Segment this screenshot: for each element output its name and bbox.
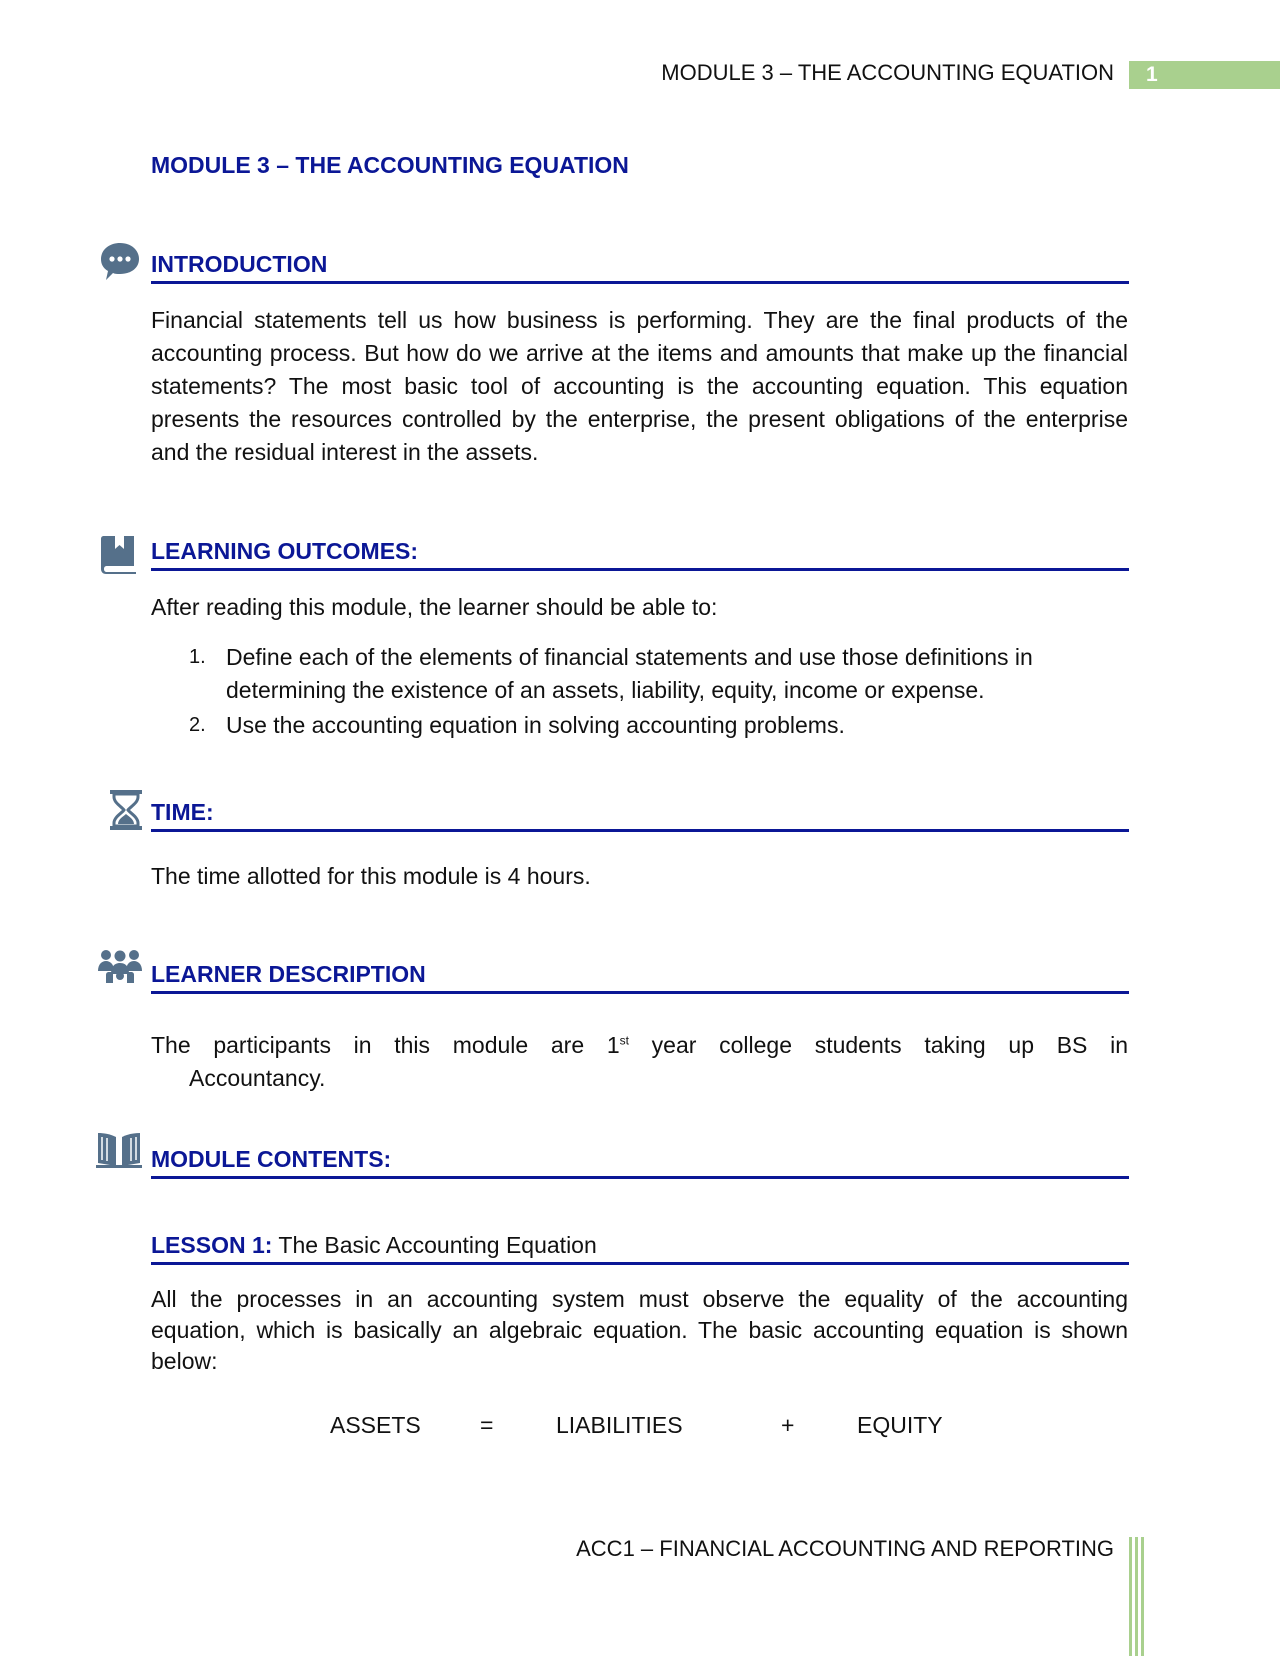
lesson-label: LESSON 1:: [151, 1232, 273, 1258]
page-number-badge: 1: [1129, 61, 1280, 89]
learner-description-text-line2: Accountancy.: [189, 1065, 326, 1091]
lesson-text: All the processes in an accounting system must observe the equality of the accounting equation, which is basically an algebraic equation. The basic accounting equation is shown below:: [151, 1286, 1128, 1374]
book-bookmark-icon: [98, 531, 144, 577]
learning-outcomes-heading: LEARNING OUTCOMES:: [151, 536, 1129, 571]
equation-plus-sign: +: [781, 1412, 795, 1438]
introduction-heading: INTRODUCTION: [151, 249, 1129, 284]
speech-bubble-icon: [98, 240, 144, 286]
learner-description-text-before: The participants in this module are 1: [151, 1032, 620, 1058]
learning-outcomes-intro: After reading this module, the learner should be able to:: [151, 594, 718, 620]
hourglass-icon: [108, 789, 154, 835]
equation-equity: EQUITY: [857, 1412, 943, 1438]
learning-outcomes-list: [151, 641, 1128, 744]
lesson-heading: [151, 1230, 1129, 1265]
equation-liabilities: LIABILITIES: [556, 1412, 683, 1438]
lesson-title: The Basic Accounting Equation: [272, 1232, 597, 1258]
footer-accent-bar: [1129, 1537, 1132, 1656]
equation-equals-sign: =: [480, 1412, 494, 1438]
equation-assets: ASSETS: [330, 1412, 421, 1438]
list-item-text: Use the accounting equation in solving accounting problems.: [226, 712, 845, 738]
list-item-text: Define each of the elements of financial statements and use those definitions in determining the existence of an assets, liability, equity, income or expense.: [226, 644, 1033, 703]
time-text: The time allotted for this module is 4 hours.: [151, 863, 591, 889]
ordinal-superscript: st: [619, 1033, 629, 1048]
module-title: MODULE 3 – THE ACCOUNTING EQUATION: [151, 152, 629, 178]
open-book-icon: [96, 1129, 144, 1175]
time-heading: TIME:: [151, 797, 1129, 832]
group-of-people-icon: [96, 947, 146, 993]
page-footer-title: ACC1 – FINANCIAL ACCOUNTING AND REPORTING: [576, 1536, 1114, 1561]
list-item: [151, 641, 1128, 707]
page-header-title: MODULE 3 – THE ACCOUNTING EQUATION: [661, 60, 1114, 85]
list-item-number: 2.: [189, 714, 206, 736]
learner-description-heading: LEARNER DESCRIPTION: [151, 959, 1129, 994]
learner-description-text-after: year college students taking up BS in: [628, 1032, 1128, 1058]
introduction-text: Financial statements tell us how business is performing. They are the final products of the accounting process. But how do we arrive at the items and amounts that make up the financial statements? The most basic tool of accounting is the accounting equation. This equation presents the resources controlled by the enterprise, the present obligations of the enterprise and the residual interest in the assets.: [151, 307, 1128, 465]
module-contents-heading: MODULE CONTENTS:: [151, 1144, 1129, 1179]
learner-description-text: [151, 1029, 1128, 1062]
list-item-number: 1.: [189, 646, 206, 668]
list-item: [151, 709, 1128, 742]
footer-accent-bar: [1141, 1537, 1144, 1656]
footer-accent-bar: [1135, 1537, 1138, 1656]
